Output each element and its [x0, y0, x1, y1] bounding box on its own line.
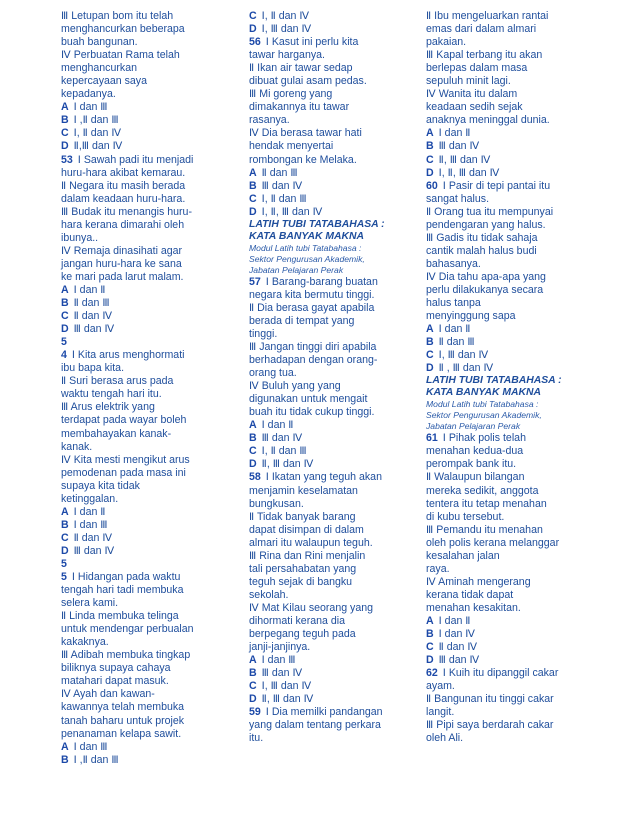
text-line: Ⅳ Buluh yang yang [249, 380, 341, 393]
question-number: 57 [249, 275, 261, 288]
option-letter: B [249, 667, 257, 680]
text-line: Ⅲ Gadis itu tidak sahaja [426, 231, 538, 244]
option-text: Ⅱ dan Ⅳ [438, 641, 478, 654]
text-line: sangat halus. [426, 192, 490, 205]
option-text: Ⅱ dan Ⅳ [73, 531, 113, 544]
text-line: pakaian. [426, 36, 467, 49]
question-line [61, 154, 239, 167]
question-number: 61 [426, 432, 438, 445]
option-letter: C [249, 680, 257, 693]
answer-option [426, 140, 604, 153]
option-text: Ⅰ dan Ⅱ [438, 323, 471, 336]
text-line: menghancurkan [61, 62, 137, 75]
option-letter: A [426, 323, 434, 336]
option-letter: C [426, 641, 434, 654]
question-text: Ⅰ Kita arus menghormati [71, 349, 185, 362]
answer-option [426, 154, 604, 167]
text-line: hendak menyertai [249, 140, 334, 153]
answer-option [249, 167, 427, 180]
option-text: Ⅰ dan Ⅱ [73, 283, 106, 296]
text-line: orang tua. [249, 367, 297, 380]
answer-option [249, 693, 427, 706]
text-line: jangan huru-hara ke sana [61, 257, 182, 270]
option-letter: D [249, 458, 257, 471]
text-line: emas dari dalam almari [426, 23, 537, 36]
answer-option [426, 323, 604, 336]
option-letter: C [249, 445, 257, 458]
text-line: Ⅲ Adibah membuka tingkap [61, 649, 191, 662]
text-line: kepercayaan saya [61, 75, 147, 88]
text-line: Ⅲ Jangan tinggi diri apabila [249, 340, 377, 353]
question-text: Ⅰ Kuih itu dipanggil cakar [442, 667, 559, 680]
question-text: Ⅰ Ikatan yang teguh akan [265, 471, 382, 484]
answer-option [61, 284, 239, 297]
option-text: Ⅰ dan Ⅳ [438, 628, 476, 641]
text-line: hara kerana dimarahi oleh [61, 218, 185, 231]
option-letter: D [249, 693, 257, 706]
option-text: Ⅰ, Ⅱ dan Ⅳ [73, 127, 122, 140]
question-text: Ⅰ Barang-barang buatan [265, 275, 378, 288]
text-line: Ⅲ Kapal terbang itu akan [426, 49, 543, 62]
text-line: menahan kesakitan. [426, 601, 521, 614]
text-line: Ⅱ Suri berasa arus pada [61, 375, 174, 388]
question-line [249, 36, 427, 49]
column-1 [61, 10, 239, 767]
text-line: tentera itu tetap menahan [426, 497, 547, 510]
option-text: Ⅰ, Ⅲ dan Ⅳ [438, 349, 489, 362]
option-letter: B [61, 518, 69, 531]
answer-option [426, 641, 604, 654]
text-line: bungkusan. [249, 497, 304, 510]
option-text: Ⅰ, Ⅲ dan Ⅳ [261, 680, 312, 693]
text-line: rasanya. [249, 114, 290, 127]
text-line: sekolah. [249, 588, 289, 601]
text-line: Ⅳ Kita mesti mengikut arus [61, 453, 190, 466]
question-line [249, 706, 427, 719]
text-line: Ⅲ Arus elektrik yang [61, 401, 155, 414]
text-line: tengah hari tadi membuka [61, 584, 184, 597]
answer-option [249, 193, 427, 206]
text-line: perlu dilakukanya secara [426, 283, 544, 296]
text-line: huru-hara akibat kemarau. [61, 166, 186, 179]
section-source: Modul Latih tubi Tatabahasa : [249, 242, 362, 253]
text-line: Ⅲ Mi goreng yang [249, 88, 333, 101]
option-text: Ⅲ dan Ⅳ [261, 179, 303, 192]
option-letter: D [61, 544, 69, 557]
text-line: teguh sejak di bangku [249, 575, 353, 588]
option-text: Ⅰ ,Ⅱ dan Ⅲ [73, 114, 119, 127]
section-source: Jabatan Pelajaran Perak [249, 264, 344, 275]
option-text: Ⅱ dan Ⅳ [73, 310, 113, 323]
option-letter: D [426, 654, 434, 667]
text-line: Ⅱ Ikan air tawar sedap [249, 62, 353, 75]
answer-option [61, 140, 239, 153]
text-line: Ⅳ Perbuatan Rama telah [61, 49, 180, 62]
answer-option [249, 419, 427, 432]
text-line: itu. [249, 732, 264, 745]
text-line: negara kita bermutu tinggi. [249, 288, 375, 301]
answer-option [61, 741, 239, 754]
section-source: Sektor Pengurusan Akademik, [249, 253, 365, 264]
option-text: Ⅰ dan Ⅲ [73, 740, 108, 753]
question-text: Ⅰ Hidangan pada waktu [71, 571, 181, 584]
section-source: Sektor Pengurusan Akademik, [426, 410, 542, 421]
text-line: dapat disimpan di dalam [249, 523, 364, 536]
answer-option [61, 754, 239, 767]
text-line: ibu bapa kita. [61, 362, 125, 375]
text-line: tinggi. [249, 327, 278, 340]
text-line: berhadapan dengan orang- [249, 354, 378, 367]
answer-option [426, 167, 604, 180]
text-line: halus tanpa [426, 297, 481, 310]
question-number: 58 [249, 471, 261, 484]
option-letter: D [61, 140, 69, 153]
column-2 [249, 10, 427, 745]
text-line: yang dalam tentang perkara [249, 719, 381, 732]
text-line: oleh Ali. [426, 732, 464, 745]
option-letter: B [61, 297, 69, 310]
option-text: Ⅰ dan Ⅲ [261, 654, 296, 667]
option-letter: B [426, 140, 434, 153]
option-text: Ⅰ dan Ⅱ [438, 614, 471, 627]
option-letter: C [426, 349, 434, 362]
answer-option [61, 519, 239, 532]
answer-option [426, 336, 604, 349]
question-text: Ⅰ Kasut ini perlu kita [265, 36, 359, 49]
text-line: untuk mendengar perbualan [61, 623, 194, 636]
text-line: waktu tengah hari itu. [61, 388, 162, 401]
text-line: ke mari pada larut malam. [61, 270, 184, 283]
answer-option [61, 101, 239, 114]
text-line: oleh polis kerana melanggar [426, 536, 560, 549]
question-text: Ⅰ Pasir di tepi pantai itu [442, 179, 551, 192]
text-line: Ⅲ Pipi saya berdarah cakar [426, 719, 554, 732]
option-letter: D [426, 166, 434, 179]
option-letter: A [61, 740, 69, 753]
option-text: Ⅲ dan Ⅳ [73, 544, 115, 557]
text-line: Ⅳ Remaja dinasihati agar [61, 244, 183, 257]
option-text: Ⅰ ,Ⅱ dan Ⅲ [73, 753, 119, 766]
text-line: janji-janjinya. [249, 641, 311, 654]
answer-option [61, 114, 239, 127]
text-line: tali persahabatan yang [249, 562, 357, 575]
text-line: di kubu tersebut. [426, 510, 505, 523]
question-line [249, 471, 427, 484]
option-letter: B [61, 753, 69, 766]
stray-number: 5 [61, 336, 67, 349]
answer-option [426, 349, 604, 362]
text-line: menjamin keselamatan [249, 484, 358, 497]
option-text: Ⅲ dan Ⅳ [261, 432, 303, 445]
option-letter: B [61, 114, 69, 127]
text-line: menghancurkan beberapa [61, 23, 185, 36]
text-line: Ⅳ Mat Kilau seorang yang [249, 601, 374, 614]
answer-option [249, 180, 427, 193]
question-number: 4 [61, 349, 67, 362]
text-line: cantik malah halus budi [426, 244, 537, 257]
text-line: mereka sedikit, anggota [426, 484, 539, 497]
answer-option [249, 10, 427, 23]
section-heading: LATIH TUBI TATABAHASA : [249, 218, 385, 230]
text-line: keadaan sedih sejak [426, 101, 523, 114]
section-heading: KATA BANYAK MAKNA [249, 230, 365, 242]
question-text: Ⅰ Sawah padi itu menjadi [77, 153, 194, 166]
question-number: 56 [249, 36, 261, 49]
text-line: penanaman kelapa sawit. [61, 727, 182, 740]
option-letter: B [249, 179, 257, 192]
text-line: menyinggung sapa [426, 310, 516, 323]
option-text: Ⅰ dan Ⅲ [73, 518, 108, 531]
option-letter: A [249, 654, 257, 667]
option-text: Ⅰ, Ⅱ dan Ⅳ [261, 10, 310, 22]
text-line: berpegang teguh pada [249, 628, 356, 641]
question-number: 53 [61, 153, 73, 166]
question-line [426, 432, 604, 445]
text-line: pemodenan pada masa ini [61, 466, 186, 479]
option-letter: D [249, 23, 257, 36]
text-line: ayam. [426, 680, 455, 693]
option-text: Ⅰ, Ⅱ, Ⅲ dan Ⅳ [261, 205, 323, 218]
answer-option [249, 458, 427, 471]
option-letter: C [426, 153, 434, 166]
option-text: Ⅰ dan Ⅱ [261, 419, 294, 432]
answer-option [249, 206, 427, 219]
answer-option [249, 23, 427, 36]
option-letter: C [61, 310, 69, 323]
text-line: Ⅳ Ayah dan kawan- [61, 688, 155, 701]
section-heading: KATA BANYAK MAKNA [426, 387, 542, 399]
option-text: Ⅱ , Ⅲ dan Ⅳ [438, 362, 494, 375]
option-text: Ⅰ, Ⅱ dan Ⅲ [261, 192, 307, 205]
section-heading: LATIH TUBI TATABAHASA : [426, 375, 562, 387]
text-line: raya. [426, 562, 450, 575]
text-line: Ⅱ Negara itu masih berada [61, 179, 186, 192]
answer-option [426, 362, 604, 375]
option-letter: B [249, 432, 257, 445]
option-text: Ⅱ dan Ⅲ [73, 297, 110, 310]
answer-option [249, 432, 427, 445]
text-line: matahari dapat masuk. [61, 675, 169, 688]
option-letter: A [249, 166, 257, 179]
text-line: kakaknya. [61, 636, 109, 649]
text-line: ketinggalan. [61, 492, 119, 505]
text-line: buah bangunan. [61, 36, 138, 49]
text-line: Ⅳ Dia berasa tawar hati [249, 127, 362, 140]
option-letter: A [61, 505, 69, 518]
option-letter: A [426, 614, 434, 627]
option-text: Ⅲ dan Ⅳ [438, 654, 480, 667]
text-line: Ⅱ Walaupun bilangan [426, 471, 525, 484]
text-line: kepadanya. [61, 88, 116, 101]
text-line: kesalahan jalan [426, 549, 500, 562]
answer-option [426, 628, 604, 641]
option-letter: D [61, 323, 69, 336]
option-text: Ⅰ dan Ⅱ [438, 127, 471, 140]
text-line: almari itu walaupun teguh. [249, 536, 373, 549]
option-letter: B [426, 628, 434, 641]
option-letter: A [426, 127, 434, 140]
text-line: Ⅱ Linda membuka telinga [61, 610, 179, 623]
question-number: 59 [249, 706, 261, 719]
answer-option [426, 654, 604, 667]
text-line: menahan kedua-dua [426, 445, 524, 458]
question-number: 60 [426, 179, 438, 192]
text-line: Ⅲ Pemandu itu menahan [426, 523, 543, 536]
question-number: 62 [426, 667, 438, 680]
text-line: langit. [426, 706, 455, 719]
answer-option [249, 680, 427, 693]
answer-option [61, 506, 239, 519]
text-line: sepuluh minit lagi. [426, 75, 511, 88]
text-line: pendengaran yang halus. [426, 218, 546, 231]
text-line: Ⅲ Rina dan Rini menjalin [249, 549, 366, 562]
option-text: Ⅰ, Ⅱ dan Ⅲ [261, 445, 307, 458]
text-line: berada di tempat yang [249, 314, 355, 327]
question-text: Ⅰ Dia memilki pandangan [265, 706, 383, 719]
option-text: Ⅱ, Ⅲ dan Ⅳ [261, 693, 314, 706]
answer-option [61, 323, 239, 336]
option-letter: D [249, 205, 257, 218]
text-line: Ⅱ Tidak banyak barang [249, 510, 356, 523]
answer-option [249, 667, 427, 680]
text-line: digunakan untuk mengait [249, 393, 368, 406]
option-text: Ⅲ dan Ⅳ [438, 140, 480, 153]
text-line: kanak. [61, 440, 93, 453]
answer-option [61, 545, 239, 558]
answer-option [426, 127, 604, 140]
text-line: ibunya.. [61, 231, 99, 244]
text-line: perompak bank itu. [426, 458, 517, 471]
question-line [61, 571, 239, 584]
text-line: dalam keadaan huru-hara. [61, 192, 186, 205]
option-text: Ⅱ, Ⅲ dan Ⅳ [438, 153, 491, 166]
answer-option [61, 297, 239, 310]
text-line: supaya kita tidak [61, 479, 140, 492]
option-letter: C [249, 192, 257, 205]
option-letter: A [61, 101, 69, 114]
question-line [426, 667, 604, 680]
answer-option [61, 532, 239, 545]
text-line: biliknya supaya cahaya [61, 662, 171, 675]
text-line: kawannya telah membuka [61, 701, 185, 714]
text-line: Ⅳ Aminah mengerang [426, 575, 531, 588]
text-line: Ⅱ Dia berasa gayat apabila [249, 301, 375, 314]
text-line: membahayakan kanak- [61, 427, 172, 440]
option-text: Ⅰ, Ⅲ dan Ⅳ [261, 23, 312, 36]
option-text: Ⅱ dan Ⅲ [261, 166, 298, 179]
text-line: kerana tidak dapat [426, 588, 514, 601]
answer-option [61, 127, 239, 140]
option-text: Ⅱ,Ⅲ dan Ⅳ [73, 140, 123, 153]
text-line: dimakannya itu tawar [249, 101, 350, 114]
text-line: Ⅱ Ibu mengeluarkan rantai [426, 10, 549, 22]
text-line: tawar harganya. [249, 49, 325, 62]
answer-option [426, 615, 604, 628]
text-line: buah itu tidak cukup tinggi. [249, 406, 375, 419]
answer-option [249, 445, 427, 458]
option-text: Ⅰ dan Ⅱ [73, 505, 106, 518]
text-line: selera kami. [61, 597, 119, 610]
text-line: Ⅳ Dia tahu apa-apa yang [426, 270, 546, 283]
text-line: Ⅳ Wanita itu dalam [426, 88, 518, 101]
text-line: bahasanya. [426, 257, 481, 270]
question-text: Ⅰ Pihak polis telah [442, 432, 526, 445]
option-text: Ⅲ dan Ⅳ [73, 323, 115, 336]
option-letter: C [61, 127, 69, 140]
option-letter: A [249, 419, 257, 432]
answer-option [61, 310, 239, 323]
option-text: Ⅰ, Ⅱ, Ⅲ dan Ⅳ [438, 166, 500, 179]
option-letter: D [426, 362, 434, 375]
text-line: dihormati kerana dia [249, 614, 345, 627]
question-line [249, 276, 427, 289]
text-line: terdapat pada wayar boleh [61, 414, 187, 427]
text-line: Ⅲ Budak itu menangis huru- [61, 205, 192, 218]
text-line: Ⅱ Bangunan itu tinggi cakar [426, 693, 554, 706]
section-source: Modul Latih tubi Tatabahasa : [426, 399, 539, 410]
section-source: Jabatan Pelajaran Perak [426, 421, 521, 432]
text-line: berlepas dalam masa [426, 62, 528, 75]
stray-number: 5 [61, 557, 67, 570]
text-line: rombongan ke Melaka. [249, 153, 357, 166]
text-line: anaknya meninggal dunia. [426, 114, 550, 127]
option-letter: B [426, 336, 434, 349]
question-line [61, 349, 239, 362]
option-text: Ⅰ dan Ⅲ [73, 101, 108, 114]
option-letter: C [249, 10, 257, 22]
column-3 [426, 10, 604, 745]
question-line [426, 180, 604, 193]
option-text: Ⅱ, Ⅲ dan Ⅳ [261, 458, 314, 471]
option-text: Ⅲ dan Ⅳ [261, 667, 303, 680]
option-letter: A [61, 283, 69, 296]
text-line: tanah baharu untuk projek [61, 714, 185, 727]
text-line: Ⅱ Orang tua itu mempunyai [426, 205, 554, 218]
option-text: Ⅱ dan Ⅲ [438, 336, 475, 349]
option-letter: C [61, 531, 69, 544]
question-number: 5 [61, 571, 67, 584]
text-line: Ⅲ Letupan bom itu telah [61, 10, 174, 22]
answer-option [249, 654, 427, 667]
text-line: dibuat gulai asam pedas. [249, 75, 367, 88]
